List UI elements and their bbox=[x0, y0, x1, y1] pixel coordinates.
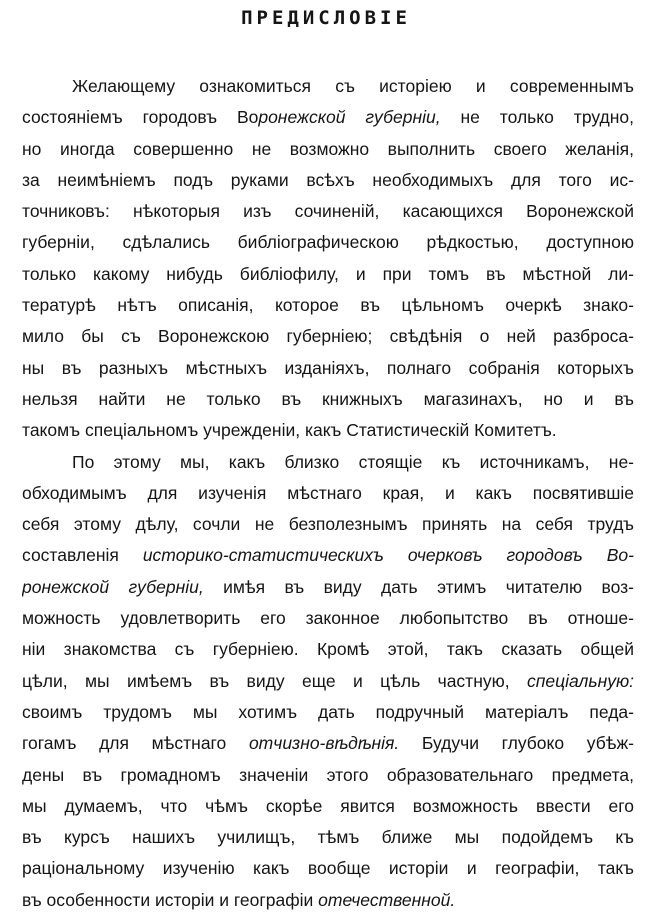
text-line: за неимѣніемъ подъ руками всѣхъ необходимыхъ для того ис- bbox=[22, 169, 634, 190]
page-title: ПРЕДИСЛОВІЕ bbox=[241, 7, 411, 29]
text-line: Желающему ознакомиться съ исторіею и современнымъ bbox=[72, 76, 634, 96]
text-line: ніи знакомства съ губерніею. Кромѣ этой, такъ сказать общей bbox=[22, 639, 634, 660]
text-line: тературѣ нѣтъ описанія, которое въ цѣльномъ очеркѣ знако- bbox=[22, 295, 634, 316]
italic-phrase: историко-статистическихъ очерковъ городовъ Во- bbox=[142, 545, 634, 566]
text-line: точниковъ: нѣкоторыя изъ сочиненій, касающихся Воронежской bbox=[22, 201, 634, 222]
text-line: ны въ разныхъ мѣстныхъ изданіяхъ, полнаго собранія которыхъ bbox=[22, 357, 634, 378]
text-line: мило бы съ Воронежскою губерніею; свѣдѣнія о ней разброса- bbox=[22, 326, 634, 347]
italic-phrase: ронежской губерніи, bbox=[258, 107, 441, 128]
text-line: состояніемъ городовъ Воронежской губерніи, не только трудно, bbox=[22, 107, 634, 128]
text-line: себя этому дѣлу, сочли не безполезнымъ принять на себя трудъ bbox=[22, 514, 634, 535]
text-line: дены въ громадномъ значеніи этого образовательнаго предмета, bbox=[22, 764, 634, 785]
text-line: въ курсъ нашихъ училищъ, тѣмъ ближе мы подойдемъ къ bbox=[22, 827, 634, 848]
text-line: По этому мы, какъ близко стоящіе къ источникамъ, не- bbox=[72, 451, 634, 472]
text-line: составленія историко-статистическихъ очерковъ городовъ Во- bbox=[22, 545, 634, 566]
preface-text bbox=[22, 71, 634, 916]
text-line: ронежской губерніи, имѣя въ виду дать этимъ читателю воз- bbox=[22, 576, 634, 597]
text-line: такомъ спеціальномъ учрежденіи, какъ Статистическій Комитетъ. bbox=[22, 420, 557, 441]
text-line: только какому нибудь библіофилу, и при томъ въ мѣстной ли- bbox=[22, 263, 634, 284]
text-line: обходимымъ для изученія мѣстнаго края, и какъ посвятившіе bbox=[22, 482, 634, 503]
italic-phrase: спеціальную: bbox=[526, 670, 634, 691]
text-line: своимъ трудомъ мы хотимъ дать подручный матеріалъ педа- bbox=[22, 701, 634, 722]
text-line: нельзя найти не только въ книжныхъ магазинахъ, но и въ bbox=[22, 388, 634, 409]
italic-phrase: ронежской губерніи, bbox=[22, 576, 204, 597]
text-line: губерніи, сдѣлались библіографическою рѣдкостью, доступною bbox=[22, 232, 634, 253]
italic-phrase: отчизно-вѣдѣнія. bbox=[248, 733, 400, 754]
text-line: въ особенности исторіи и географіи отечественной. bbox=[22, 889, 456, 910]
italic-phrase: отечественной. bbox=[318, 889, 456, 910]
text-line: раціональному изученію какъ вообще исторіи и географіи, такъ bbox=[22, 858, 634, 879]
text-line: но иногда совершенно не возможно выполнить своего желанія, bbox=[22, 138, 634, 159]
text-line: гогамъ для мѣстнаго отчизно-вѣдѣнія. Будучи глубоко убѣж- bbox=[22, 733, 634, 754]
text-line: цѣли, мы имѣемъ въ виду еще и цѣль частную, спеціальную: bbox=[22, 670, 634, 691]
text-line: можность удовлетворить его законное любопытство въ отноше- bbox=[22, 608, 634, 629]
text-line: мы думаемъ, что чѣмъ скорѣе явится возможность ввести его bbox=[22, 795, 634, 816]
